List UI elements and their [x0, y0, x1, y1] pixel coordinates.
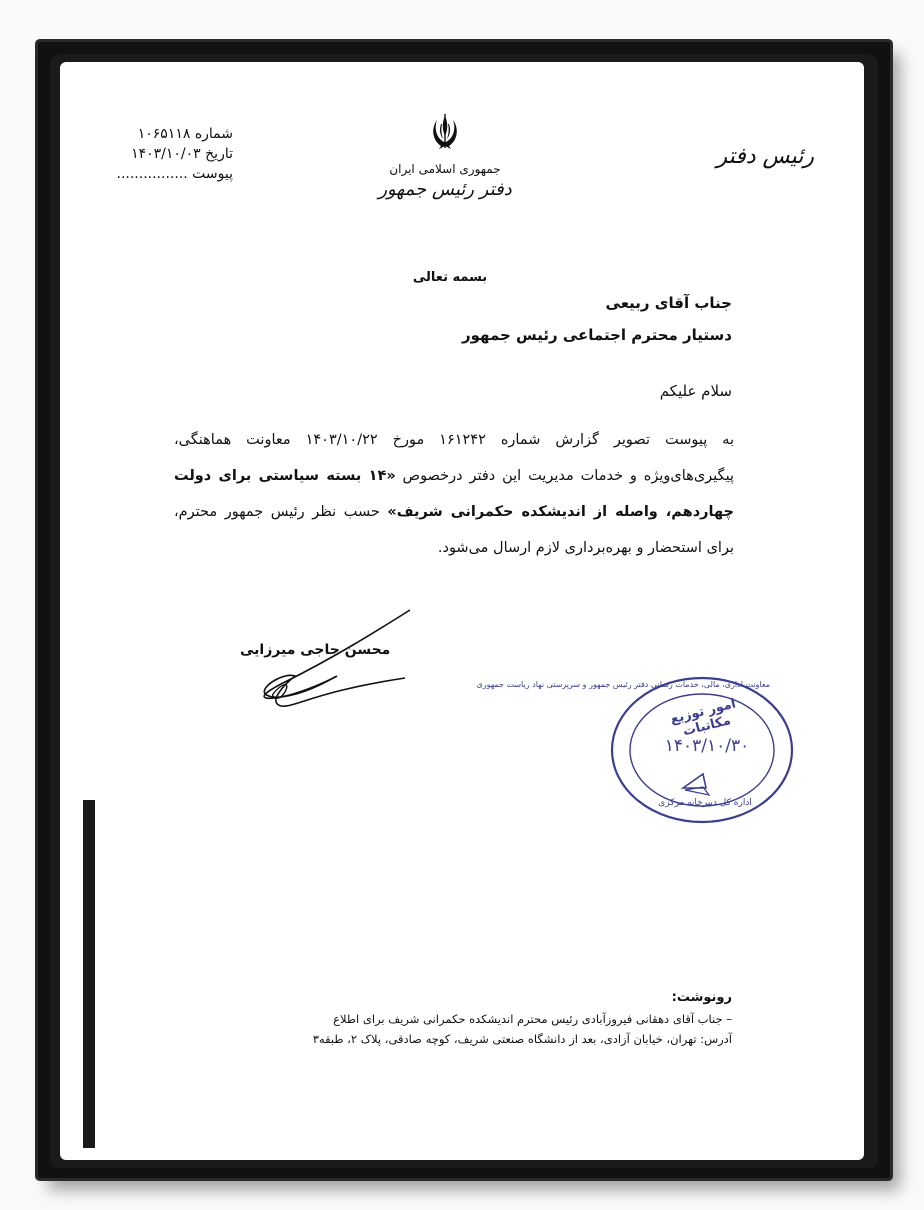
body-text-bold: «۱۴ بسته سیاستی برای دولت چهاردهم، واصله از اندیشکده حکمرانی شریف»	[174, 468, 734, 520]
signatory-name: محسن حاجی میرزایی	[240, 642, 391, 658]
date-value: ۱۴۰۳/۱۰/۰۳	[131, 146, 201, 162]
greeting: سلام علیکم	[659, 382, 732, 400]
stamp-bottom-text: اداره کل دبیرخانه مرکزی	[658, 798, 752, 808]
letterhead	[360, 112, 530, 200]
attachment-row	[108, 164, 233, 184]
office-title: رئیس دفتر	[716, 144, 814, 169]
scan-edge-bar	[83, 800, 95, 1148]
body-text-part1: به پیوست تصویر گزارش شماره ۱۶۱۲۴۲ مورخ ۱۴۰۳/۱۰/۲۲ معاونت هماهنگی، پیگیری‌های‌ویژه و خدمات مدیریت این دفتر درخصوص	[174, 432, 734, 484]
date-row	[108, 144, 233, 164]
number-row	[108, 124, 233, 144]
distribution-stamp	[476, 674, 800, 826]
cc-recipient: – جناب آقای دهقانی فیروزآبادی رئیس محترم اندیشکده حکمرانی شریف برای اطلاع	[333, 1012, 732, 1026]
body-text-part2: حسب نظر رئیس جمهور محترم، برای استحضار و بهره‌برداری لازم ارسال می‌شود.	[174, 504, 734, 556]
office-name: دفتر رئیس جمهور	[378, 179, 512, 200]
addressee-title: دستیار محترم اجتماعی رئیس جمهور	[462, 326, 732, 344]
letter-number-block	[108, 124, 233, 184]
number-label: شماره	[194, 126, 233, 142]
addressee-name: جناب آقای ربیعی	[605, 294, 732, 312]
iran-emblem-icon	[425, 112, 465, 156]
stamp-title: امور توزیع مکاتبات	[668, 696, 738, 740]
cc-title: رونوشت:	[671, 990, 732, 1005]
attachment-value: ................	[116, 166, 188, 182]
letter-paper	[60, 62, 864, 1160]
letter-body	[174, 422, 734, 566]
cc-address: آدرس: تهران، خیابان آزادی، بعد از دانشگاه صنعتی شریف، کوچه صادقی، پلاک ۲، طبقه۳	[312, 1032, 732, 1046]
stamp-ring-text: معاونت اداری، مالی، خدمات رسانی دفتر رئیس جمهور و سرپرستی نهاد ریاست جمهوری	[476, 680, 770, 689]
basmala: بسمه تعالی	[412, 270, 488, 285]
country-name: جمهوری اسلامی ایران	[389, 162, 501, 176]
date-label: تاریخ	[205, 146, 233, 162]
attachment-label: پیوست	[192, 166, 233, 182]
stamp-date: ۱۴۰۳/۱۰/۳۰	[664, 736, 750, 756]
number-value: ۱۰۶۵۱۱۸	[137, 126, 191, 142]
